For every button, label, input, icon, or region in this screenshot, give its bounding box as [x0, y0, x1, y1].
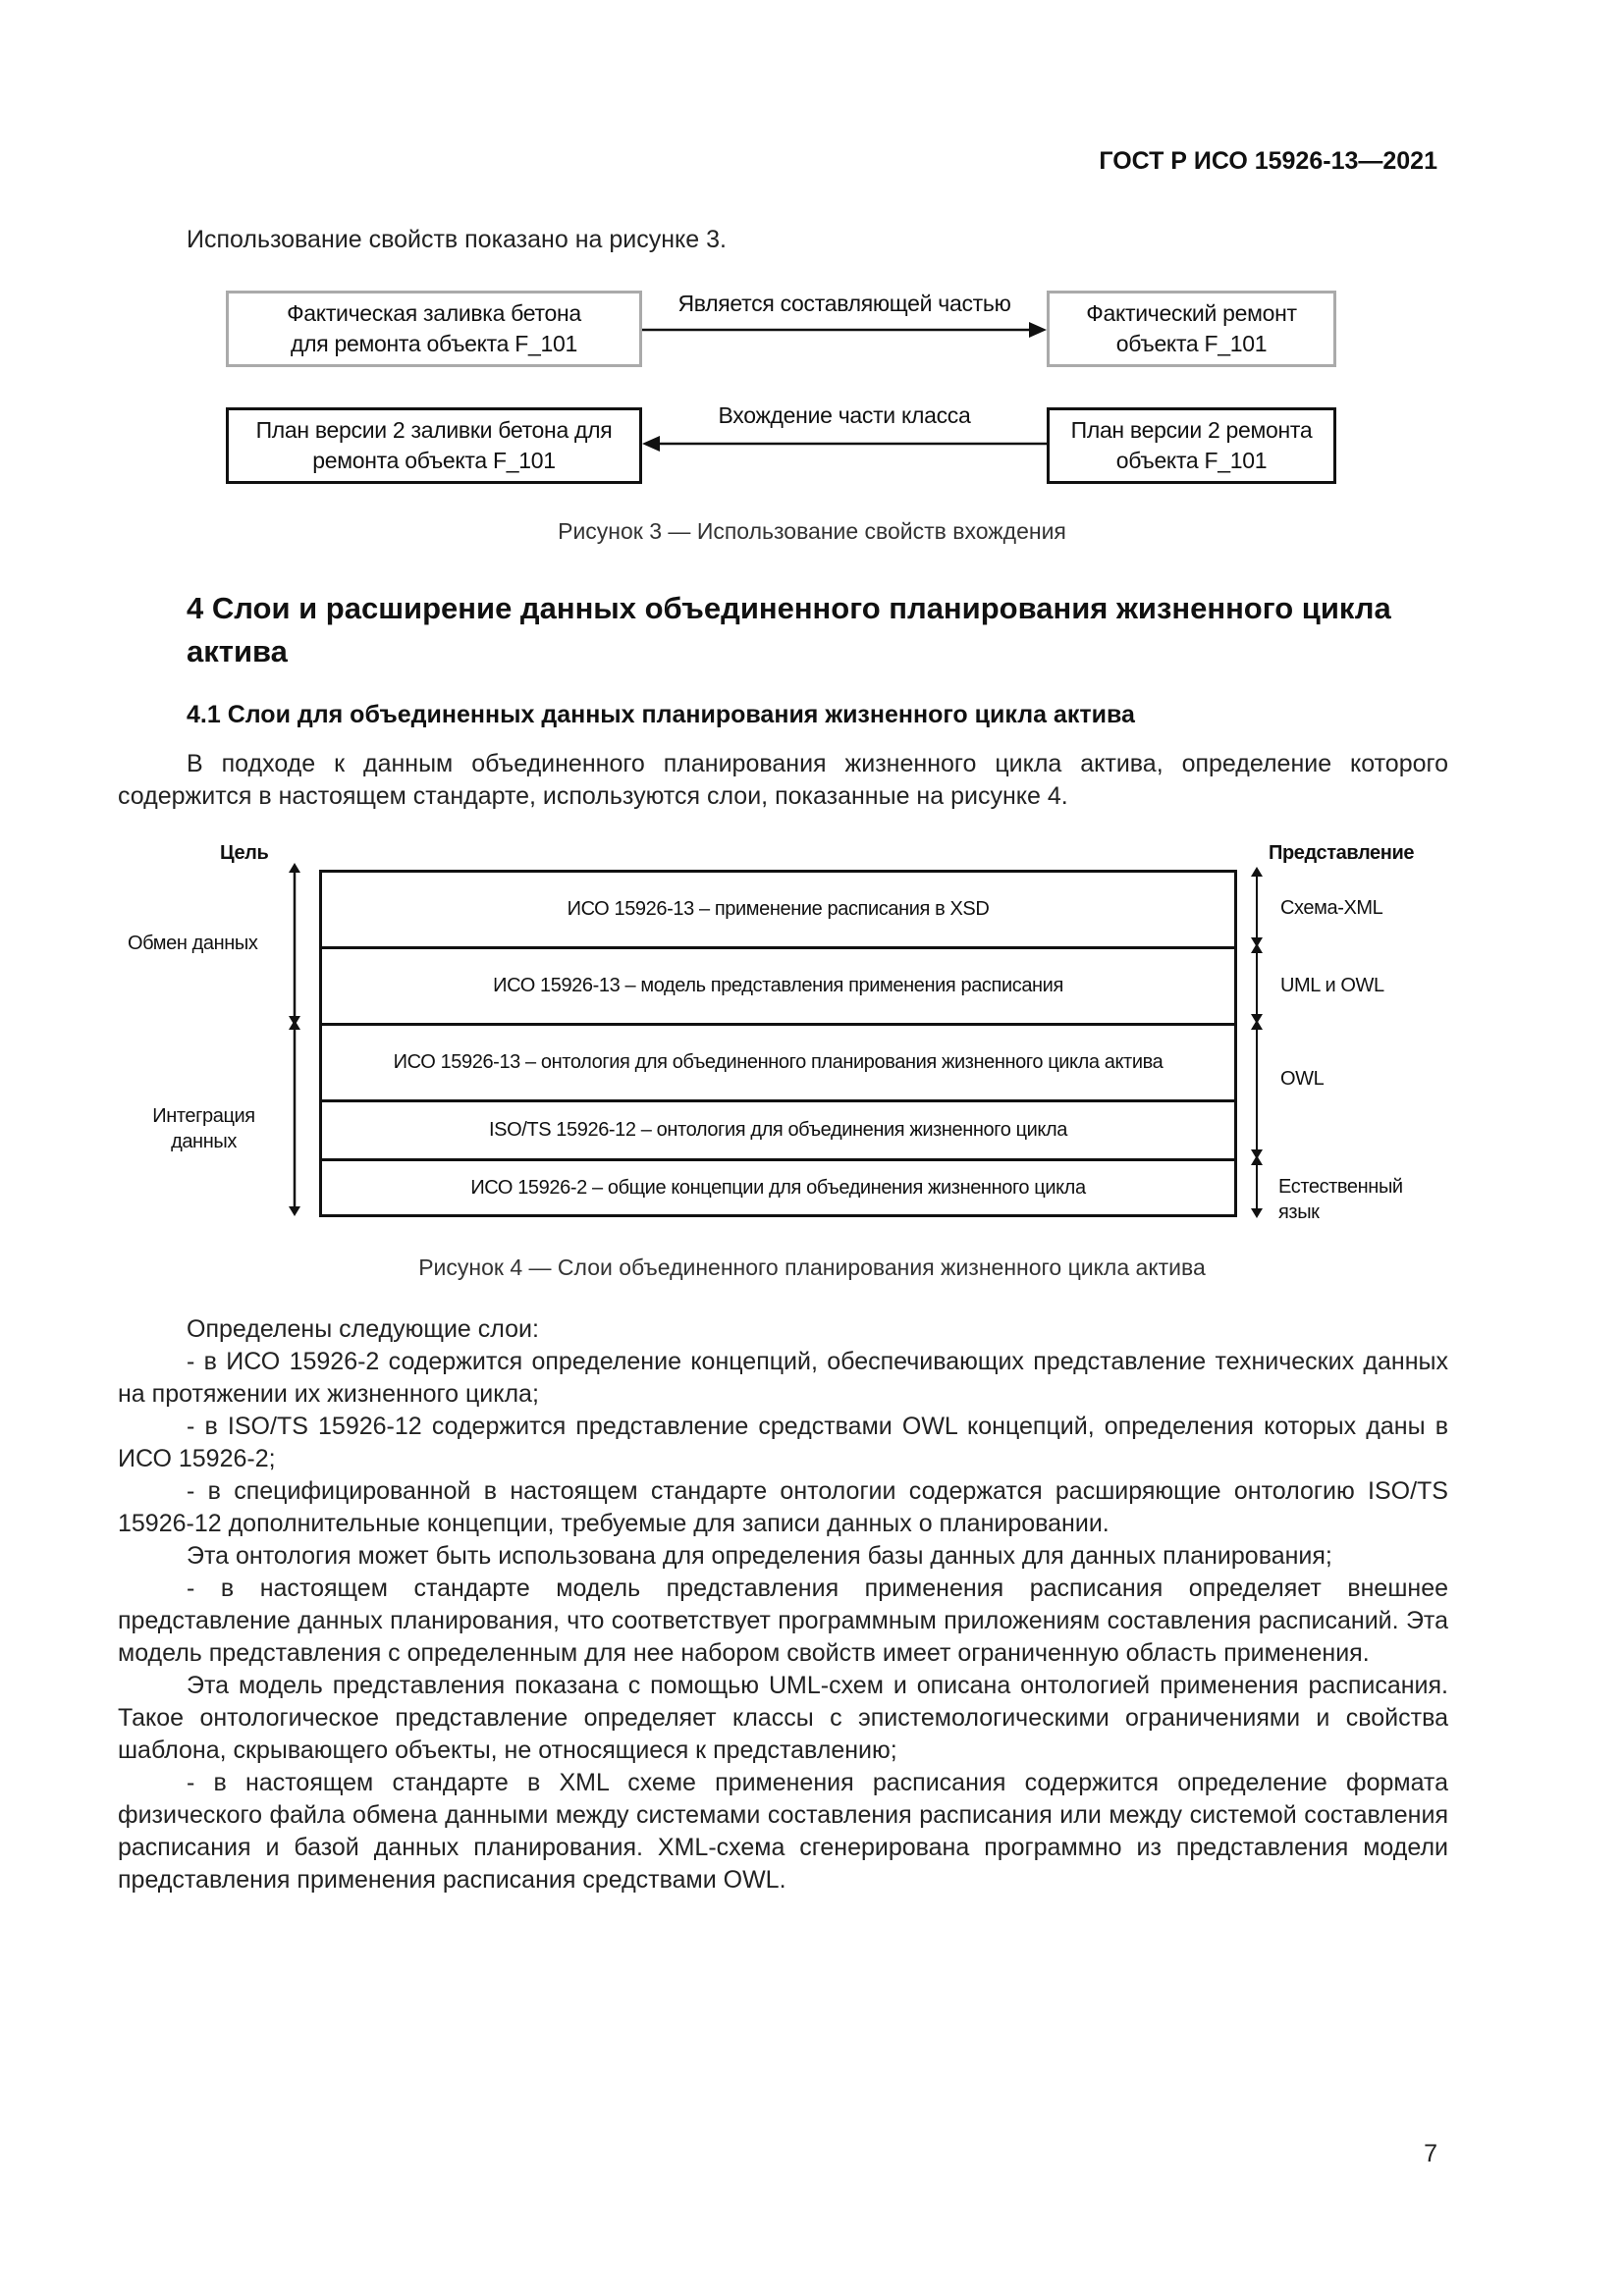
right-label-xml-schema: Схема-XML [1280, 897, 1383, 919]
layer-label: ИСО 15926-13 – применение расписания в XSD [567, 898, 990, 920]
paragraph: - в настоящем стандарте в XML схеме применения расписания содержится определение формата физического файла обмена данными между системами составления расписания или между системой составления расписания и базой данных планирования. XML-схема сгенерирована программно из представления модели представления применения расписания средствами OWL. [118, 1769, 1448, 1894]
box-line: для ремонта объекта F_101 [291, 331, 577, 356]
paragraph: - в ИСО 15926-2 содержится определение концепций, обеспечивающих представление технических данных на протяжении их жизненного цикла; [118, 1348, 1448, 1408]
section-4-title: 4 Слои и расширение данных объединенного планирования жизненного цикла актива [187, 591, 1391, 668]
box-line: План версии 2 ремонта [1070, 417, 1313, 443]
figure-4-caption: Рисунок 4 — Слои объединенного планирования жизненного цикла актива [418, 1255, 1206, 1280]
standard-code: ГОСТ Р ИСО 15926-13—2021 [1099, 147, 1437, 175]
paragraph: - в ISO/TS 15926-12 содержится представление средствами OWL концепций, определения которых даны в ИСО 15926-2; [118, 1413, 1448, 1472]
box-line: План версии 2 заливки бетона для [255, 417, 613, 443]
box-line: объекта F_101 [1115, 331, 1268, 356]
label-line: Естественный [1278, 1176, 1403, 1198]
page-number: 7 [1424, 2140, 1437, 2167]
paragraph: - в специфицированной в настоящем стандарте онтологии содержатся расширяющие онтологию ISO/TS 15926-12 дополнительные концепции, требуемые для записи данных о планировании. [118, 1477, 1448, 1537]
box-line: Фактический ремонт [1086, 300, 1297, 326]
paragraph: В подходе к данным объединенного планирования жизненного цикла актива, определение которого содержится в настоящем стандарте, используются слои, показанные на рисунке 4. [118, 750, 1448, 810]
paragraph: Определены следующие слои: [187, 1315, 539, 1343]
figure-3-caption: Рисунок 3 — Использование свойств вхождения [558, 518, 1066, 544]
section-4-1-title: 4.1 Слои для объединенных данных планирования жизненного цикла актива [187, 701, 1135, 728]
right-header-representation: Представление [1269, 842, 1415, 864]
layer-label: ISO/TS 15926-12 – онтология для объединения жизненного цикла [488, 1119, 1067, 1141]
paragraph: Эта онтология может быть использована для определения базы данных для данных планирования; [187, 1542, 1332, 1570]
right-label-owl: OWL [1280, 1068, 1325, 1090]
intro-text: Использование свойств показано на рисунке 3. [187, 226, 727, 253]
left-label-data-exchange: Обмен данных [128, 933, 258, 954]
box-line: Фактическая заливка бетона [287, 300, 581, 326]
paragraph: - в настоящем стандарте модель представления применения расписания определяет внешнее представление данных планирования, что соответствует программным приложениям составления расписаний. Эта модель представления с определенным для нее набором свойств имеет ограниченную область применения. [118, 1575, 1448, 1667]
left-header-goal: Цель [220, 842, 269, 864]
layers-description [118, 1313, 1448, 1896]
layer-label: ИСО 15926-13 – модель представления применения расписания [493, 975, 1063, 996]
right-label-uml-owl: UML и OWL [1280, 975, 1384, 996]
label-line: Интеграция [152, 1105, 255, 1127]
layer-label: ИСО 15926-13 – онтология для объединенного планирования жизненного цикла актива [393, 1051, 1164, 1073]
box-line: объекта F_101 [1115, 448, 1268, 473]
paragraph: Эта модель представления показана с помощью UML-схем и описана онтологией применения расписания. Такое онтологическое представление определяет классы с эпистемологическими ограничениями и свойства шаблона, скрывающего объекты, не относящиеся к представлению; [118, 1672, 1448, 1764]
label-line: данных [171, 1131, 237, 1152]
label-line: язык [1278, 1201, 1320, 1223]
box-line: ремонта объекта F_101 [312, 448, 556, 473]
arrow-label-component-part: Является составляющей частью [677, 291, 1011, 316]
layer-label: ИСО 15926-2 – общие концепции для объединения жизненного цикла [470, 1176, 1086, 1199]
arrow-label-class-part: Вхождение части класса [718, 402, 971, 428]
